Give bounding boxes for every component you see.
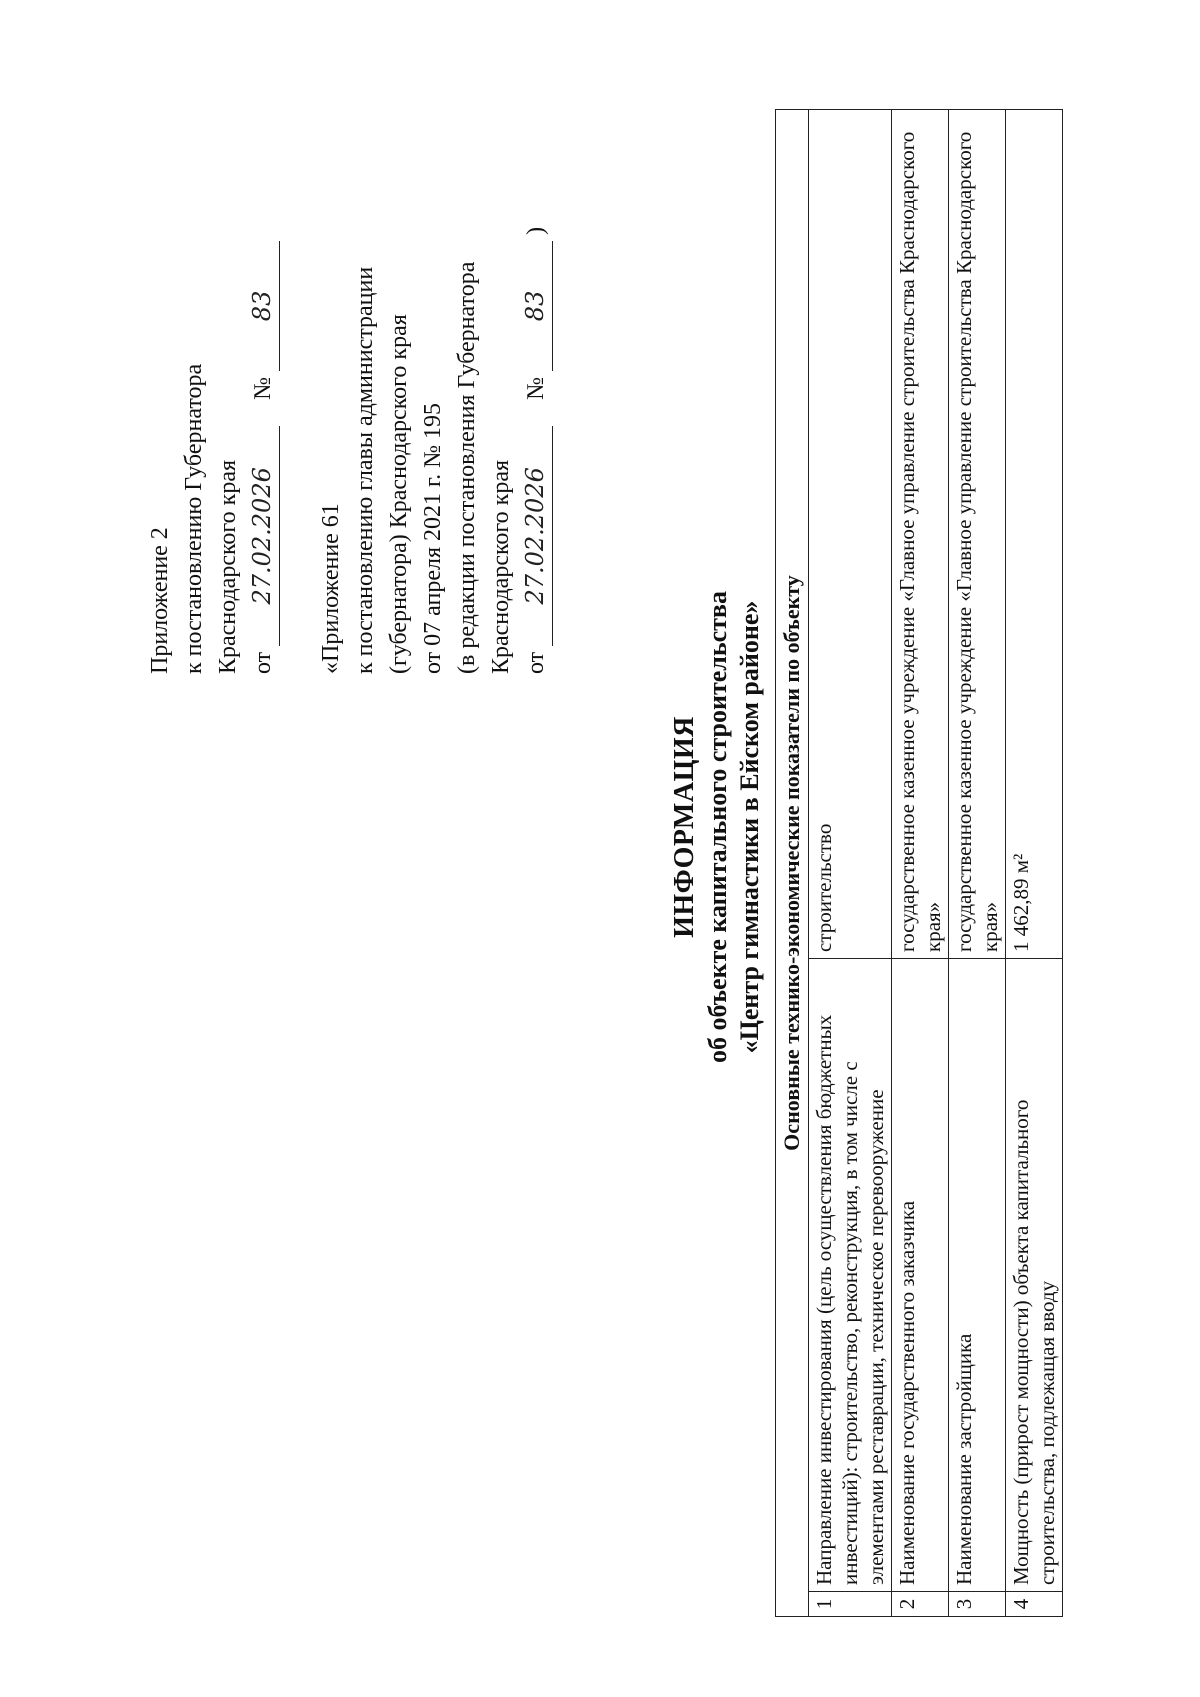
- table-header-row: [776, 110, 809, 1617]
- number-label: №: [523, 376, 549, 400]
- object-name: «Центр гимнастики в Ейском районе»: [735, 600, 764, 1054]
- appendix-date-line: [518, 74, 553, 674]
- row-number: 1: [809, 1592, 892, 1617]
- table-section-header: Основные технико-экономические показатели по объекту: [776, 110, 809, 1617]
- document-subtitle: об объекте капитального строительства: [703, 591, 732, 1063]
- appendix-line: «Приложение 61: [318, 503, 344, 674]
- table-row: [892, 110, 949, 1617]
- handwritten-date: 27.02.2026: [518, 426, 553, 646]
- appendix-line: от 07 апреля 2021 г. № 195: [420, 402, 446, 674]
- from-label: от: [250, 651, 276, 674]
- table-row: [949, 110, 1006, 1617]
- appendix-line: к постановлению главы администрации: [352, 266, 378, 674]
- appendix-line: Краснодарского края: [488, 459, 514, 674]
- table-row: [1006, 110, 1063, 1617]
- row-number: 3: [949, 1592, 1006, 1617]
- row-parameter: Наименование застройщика: [949, 959, 1006, 1592]
- appendix-line: (губернатора) Краснодарского края: [386, 314, 412, 674]
- from-label: от: [523, 651, 549, 674]
- appendix-line: Приложение 2: [147, 527, 173, 674]
- row-parameter: Направление инвестирования (цель осуществления бюджетных инвестиций): строительство, реконструкция, в том числе с элементами реставрации, техническое перевооружение: [809, 959, 892, 1592]
- table-row: [809, 110, 892, 1617]
- appendix-line: Краснодарского края: [215, 459, 241, 674]
- handwritten-date: 27.02.2026: [245, 426, 280, 646]
- row-value: государственное казенное учреждение «Главное управление строительства Краснодарского края»: [949, 110, 1006, 959]
- appendix-line: к постановлению Губернатора: [181, 363, 207, 674]
- row-parameter: Наименование государственного заказчика: [892, 959, 949, 1592]
- appendix-block: [143, 74, 553, 674]
- handwritten-number: 83: [245, 241, 280, 371]
- appendix-line: (в редакции постановления Губернатора: [454, 261, 480, 674]
- document-heading: [668, 237, 766, 1417]
- document-title: ИНФОРМАЦИЯ: [669, 716, 700, 938]
- row-value: 1 462,89 м²: [1006, 110, 1063, 959]
- row-parameter: Мощность (прирост мощности) объекта капитального строительства, подлежащая вводу: [1006, 959, 1063, 1592]
- row-number: 4: [1006, 1592, 1063, 1617]
- row-value: государственное казенное учреждение «Главное управление строительства Краснодарского края»: [892, 110, 949, 959]
- row-value: строительство: [809, 110, 892, 959]
- closing-paren: ): [523, 226, 549, 235]
- indicators-table: [775, 109, 1063, 1617]
- number-label: №: [250, 376, 276, 400]
- handwritten-number: 83: [518, 241, 553, 371]
- appendix-date-line: [245, 74, 280, 674]
- row-number: 2: [892, 1592, 949, 1617]
